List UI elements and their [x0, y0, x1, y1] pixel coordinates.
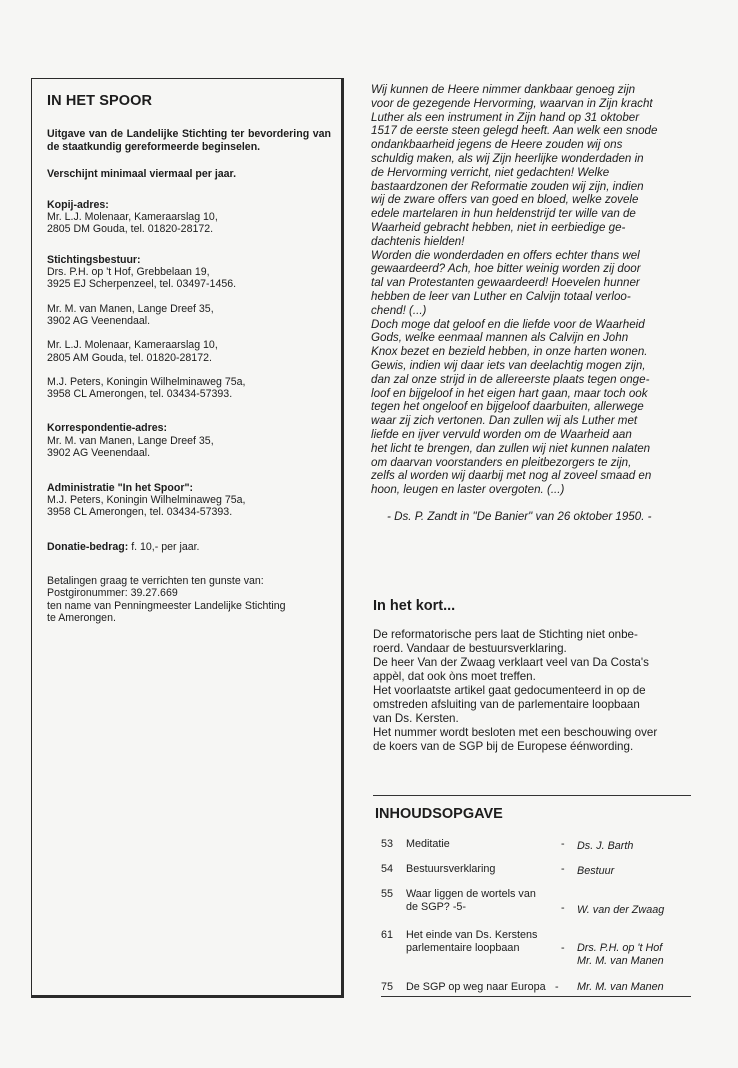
kort-block: [373, 628, 691, 754]
kopij-line: Mr. L.J. Molenaar, Kameraarslag 10,: [47, 211, 218, 223]
quote-line: ondankbaarheid jegens de Heere zouden wij ons: [371, 138, 623, 152]
betaling-line: te Amerongen.: [47, 611, 116, 624]
kort-title: In het kort...: [373, 598, 456, 614]
toc-page: 61: [381, 929, 394, 941]
toc-page: 55: [381, 888, 394, 900]
quote-line: Worden die wonderdaden en offers echter thans wel: [371, 248, 640, 262]
colophon-frequency: Verschijnt minimaal viermaal per jaar.: [47, 168, 237, 180]
quote-line: het licht te brengen, dan zullen wij niet kunnen nalaten: [371, 441, 651, 455]
toc-page: 53: [381, 838, 394, 850]
administratie-address: [47, 482, 327, 519]
kort-line: van Ds. Kersten.: [373, 712, 459, 725]
kort-line: roerd. Vandaar de bestuursverklaring.: [373, 642, 567, 655]
correspondentie-label: Korrespondentie-adres:: [47, 422, 168, 435]
toc-author: Bestuur: [577, 865, 615, 877]
donatie: [47, 541, 327, 553]
kort-line: Het voorlaatste artikel gaat gedocumenteerd in op de: [373, 684, 646, 697]
kopij-line: 2805 DM Gouda, tel. 01820-28172.: [47, 223, 214, 236]
quote-line: Knox bezet en bezield hebben, in onze harten wonen.: [371, 345, 648, 359]
quote-line: de Hervorming verricht, niet gedachten! Welke: [371, 165, 610, 179]
bestuur-line: 3958 CL Amerongen, tel. 03434-57393.: [47, 388, 233, 401]
bestuur-member: [47, 303, 327, 328]
quote-line: hoon, leugen en laster overgoten. (...): [371, 483, 565, 497]
quote-line: zelfs al worden wij daarbij met nog al zoveel smaad en: [371, 469, 652, 483]
kort-line: de koers van de SGP bij de Europese éénwording.: [373, 740, 634, 753]
bestuur-member: [47, 254, 327, 291]
quote-line: Doch moge dat geloof en die liefde voor de Waarheid: [371, 317, 645, 331]
toc-title-line: Waar liggen de wortels van: [406, 888, 536, 900]
toc-author: W. van der Zwaag: [577, 904, 665, 916]
quote-line: Gods, welke eenmaal mannen als Calvijn en John: [371, 331, 629, 345]
toc-author: Mr. M. van Manen: [577, 981, 664, 993]
toc-author: Ds. J. Barth: [577, 840, 634, 852]
toc-entry-title: [406, 929, 561, 955]
bestuur-line: 3925 EJ Scherpenzeel, tel. 03497-1456.: [47, 278, 237, 291]
correspondentie-address: [47, 422, 327, 459]
toc-row: [381, 863, 691, 888]
kort-line: Het nummer wordt besloten met een beschouwing over: [373, 726, 658, 739]
quote-line: schuldig maken, als wij Zijn heerlijke wonderdaden in: [371, 151, 644, 165]
toc-dash: -: [555, 981, 559, 993]
donatie-label: Donatie-bedrag:: [47, 540, 129, 553]
quote-line: liefde en ijver vervuld worden om de Waarheid aan: [371, 427, 632, 441]
quote-line: Gewis, indien wij daar iets van deelachtig mogen zijn,: [371, 358, 646, 372]
quote-line: voor de gezegende Hervorming, waarvan in Zijn kracht: [371, 96, 653, 110]
betaling-line: Betalingen graag te verrichten ten gunste van:: [47, 574, 264, 587]
bestuur-line: Drs. P.H. op 't Hof, Grebbelaan 19,: [47, 266, 210, 279]
kort-line: De heer Van der Zwaag verklaart veel van Da Costa's: [373, 656, 649, 669]
toc-page: 54: [381, 863, 394, 875]
colophon-box: [31, 78, 344, 998]
toc-author-line: Drs. P.H. op 't Hof: [577, 942, 663, 954]
quote-line: dachtenis hielden!: [371, 234, 465, 248]
toc-title-line: de SGP? -5-: [406, 901, 467, 913]
toc-dash: -: [561, 942, 565, 954]
bestuur-member: [47, 376, 327, 401]
quote-line: waar zij zich vertonen. Dan zullen wij als Luther met: [371, 414, 638, 428]
betaling-line: Postgironummer: 39.27.669: [47, 587, 178, 600]
toc-dash: -: [561, 863, 565, 875]
bestuur-line: 2805 AM Gouda, tel. 01820-28172.: [47, 351, 212, 364]
quote-line: bastaardzonen der Reformatie zouden wij zijn, indien: [371, 179, 644, 193]
quote-block: [371, 83, 691, 524]
colophon-title: IN HET SPOOR: [47, 93, 153, 109]
quote-line: 1517 de eerste steen gelegd heeft. Aan welk een snode: [371, 124, 658, 138]
toc-row: [381, 981, 691, 999]
colophon-subtitle: Uitgave van de Landelijke Stichting ter bevordering van de staatkundig gereformeerde beginselen.: [47, 128, 331, 153]
toc-bottom-rule: [381, 996, 691, 997]
toc-entry-title: Bestuursverklaring: [406, 863, 496, 875]
quote-line: edele martelaren in hun heldenstrijd ter wille van de: [371, 207, 636, 221]
table-of-contents: [381, 838, 691, 999]
kopij-label: Kopij-adres:: [47, 198, 109, 211]
quote-line: tal van Protestanten gewaardeerd! Hoevelen hunner: [371, 276, 640, 290]
toc-entry-title: Meditatie: [406, 838, 450, 850]
quote-line: Waarheid gebracht hebben, niet in eerbiedige ge-: [371, 220, 626, 234]
kort-line: omstreden afsluiting van de parlementaire loopbaan: [373, 698, 640, 711]
bestuur-label: Stichtingsbestuur:: [47, 253, 141, 266]
kort-line: appèl, dat ook òns moet treffen.: [373, 670, 536, 683]
bestuur-line: M.J. Peters, Koningin Wilhelminaweg 75a,: [47, 375, 246, 388]
quote-line: loof en bijgeloof in het eigen hart gaan, maar toch ook: [371, 386, 648, 400]
toc-row: [381, 888, 691, 929]
toc-title-line: parlementaire loopbaan: [406, 942, 520, 954]
quote-attribution: - Ds. P. Zandt in "De Banier" van 26 oktober 1950. -: [387, 509, 652, 523]
bestuur-line: Mr. L.J. Molenaar, Kameraarslag 10,: [47, 339, 218, 352]
toc-dash: -: [561, 838, 565, 850]
toc-title: INHOUDSOPGAVE: [375, 806, 503, 822]
bestuur-line: Mr. M. van Manen, Lange Dreef 35,: [47, 302, 214, 315]
betaling-info: [47, 575, 327, 624]
toc-row: [381, 838, 691, 863]
quote-line: chend! (...): [371, 303, 427, 317]
toc-author: [577, 942, 692, 968]
section-divider: [373, 795, 691, 796]
toc-author-line: Mr. M. van Manen: [577, 955, 664, 967]
toc-dash: -: [561, 902, 565, 914]
kort-line: De reformatorische pers laat de Stichting niet onbe-: [373, 628, 638, 641]
quote-line: dan zal onze strijd in de allereerste plaats tegen onge-: [371, 372, 650, 386]
quote-line: Luther als een instrument in Zijn hand op 31 oktober: [371, 110, 640, 124]
quote-line: hebben de leer van Luther en Calvijn totaal verloo-: [371, 289, 631, 303]
bestuur-member: [47, 339, 327, 364]
betaling-line: ten name van Penningmeester Landelijke Stichting: [47, 599, 286, 612]
quote-line: tegen het ongeloof en bijgeloof daarbuiten, allerwege: [371, 400, 644, 414]
toc-row: [381, 929, 691, 981]
administratie-line: 3958 CL Amerongen, tel. 03434-57393.: [47, 506, 233, 519]
donatie-value: f. 10,- per jaar.: [131, 540, 200, 553]
kopij-address: [47, 199, 327, 236]
toc-entry-title: De SGP op weg naar Europa: [406, 981, 546, 993]
quote-line: Wij kunnen de Heere nimmer dankbaar genoeg zijn: [371, 83, 636, 96]
correspondentie-line: Mr. M. van Manen, Lange Dreef 35,: [47, 434, 214, 447]
administratie-line: M.J. Peters, Koningin Wilhelminaweg 75a,: [47, 494, 246, 507]
administratie-label: Administratie "In het Spoor":: [47, 481, 194, 494]
toc-page: 75: [381, 981, 394, 993]
correspondentie-line: 3902 AG Veenendaal.: [47, 447, 151, 460]
quote-line: om daarvan voorstanders en pleitbezorgers te zijn,: [371, 455, 632, 469]
bestuur-line: 3902 AG Veenendaal.: [47, 314, 151, 327]
quote-line: wij de zware offers van goed en bloed, welke zovele: [371, 193, 639, 207]
quote-line: gewaardeerd? Ach, hoe bitter weinig worden zij door: [371, 262, 641, 276]
toc-title-line: Het einde van Ds. Kerstens: [406, 929, 538, 941]
toc-entry-title: [406, 888, 561, 914]
